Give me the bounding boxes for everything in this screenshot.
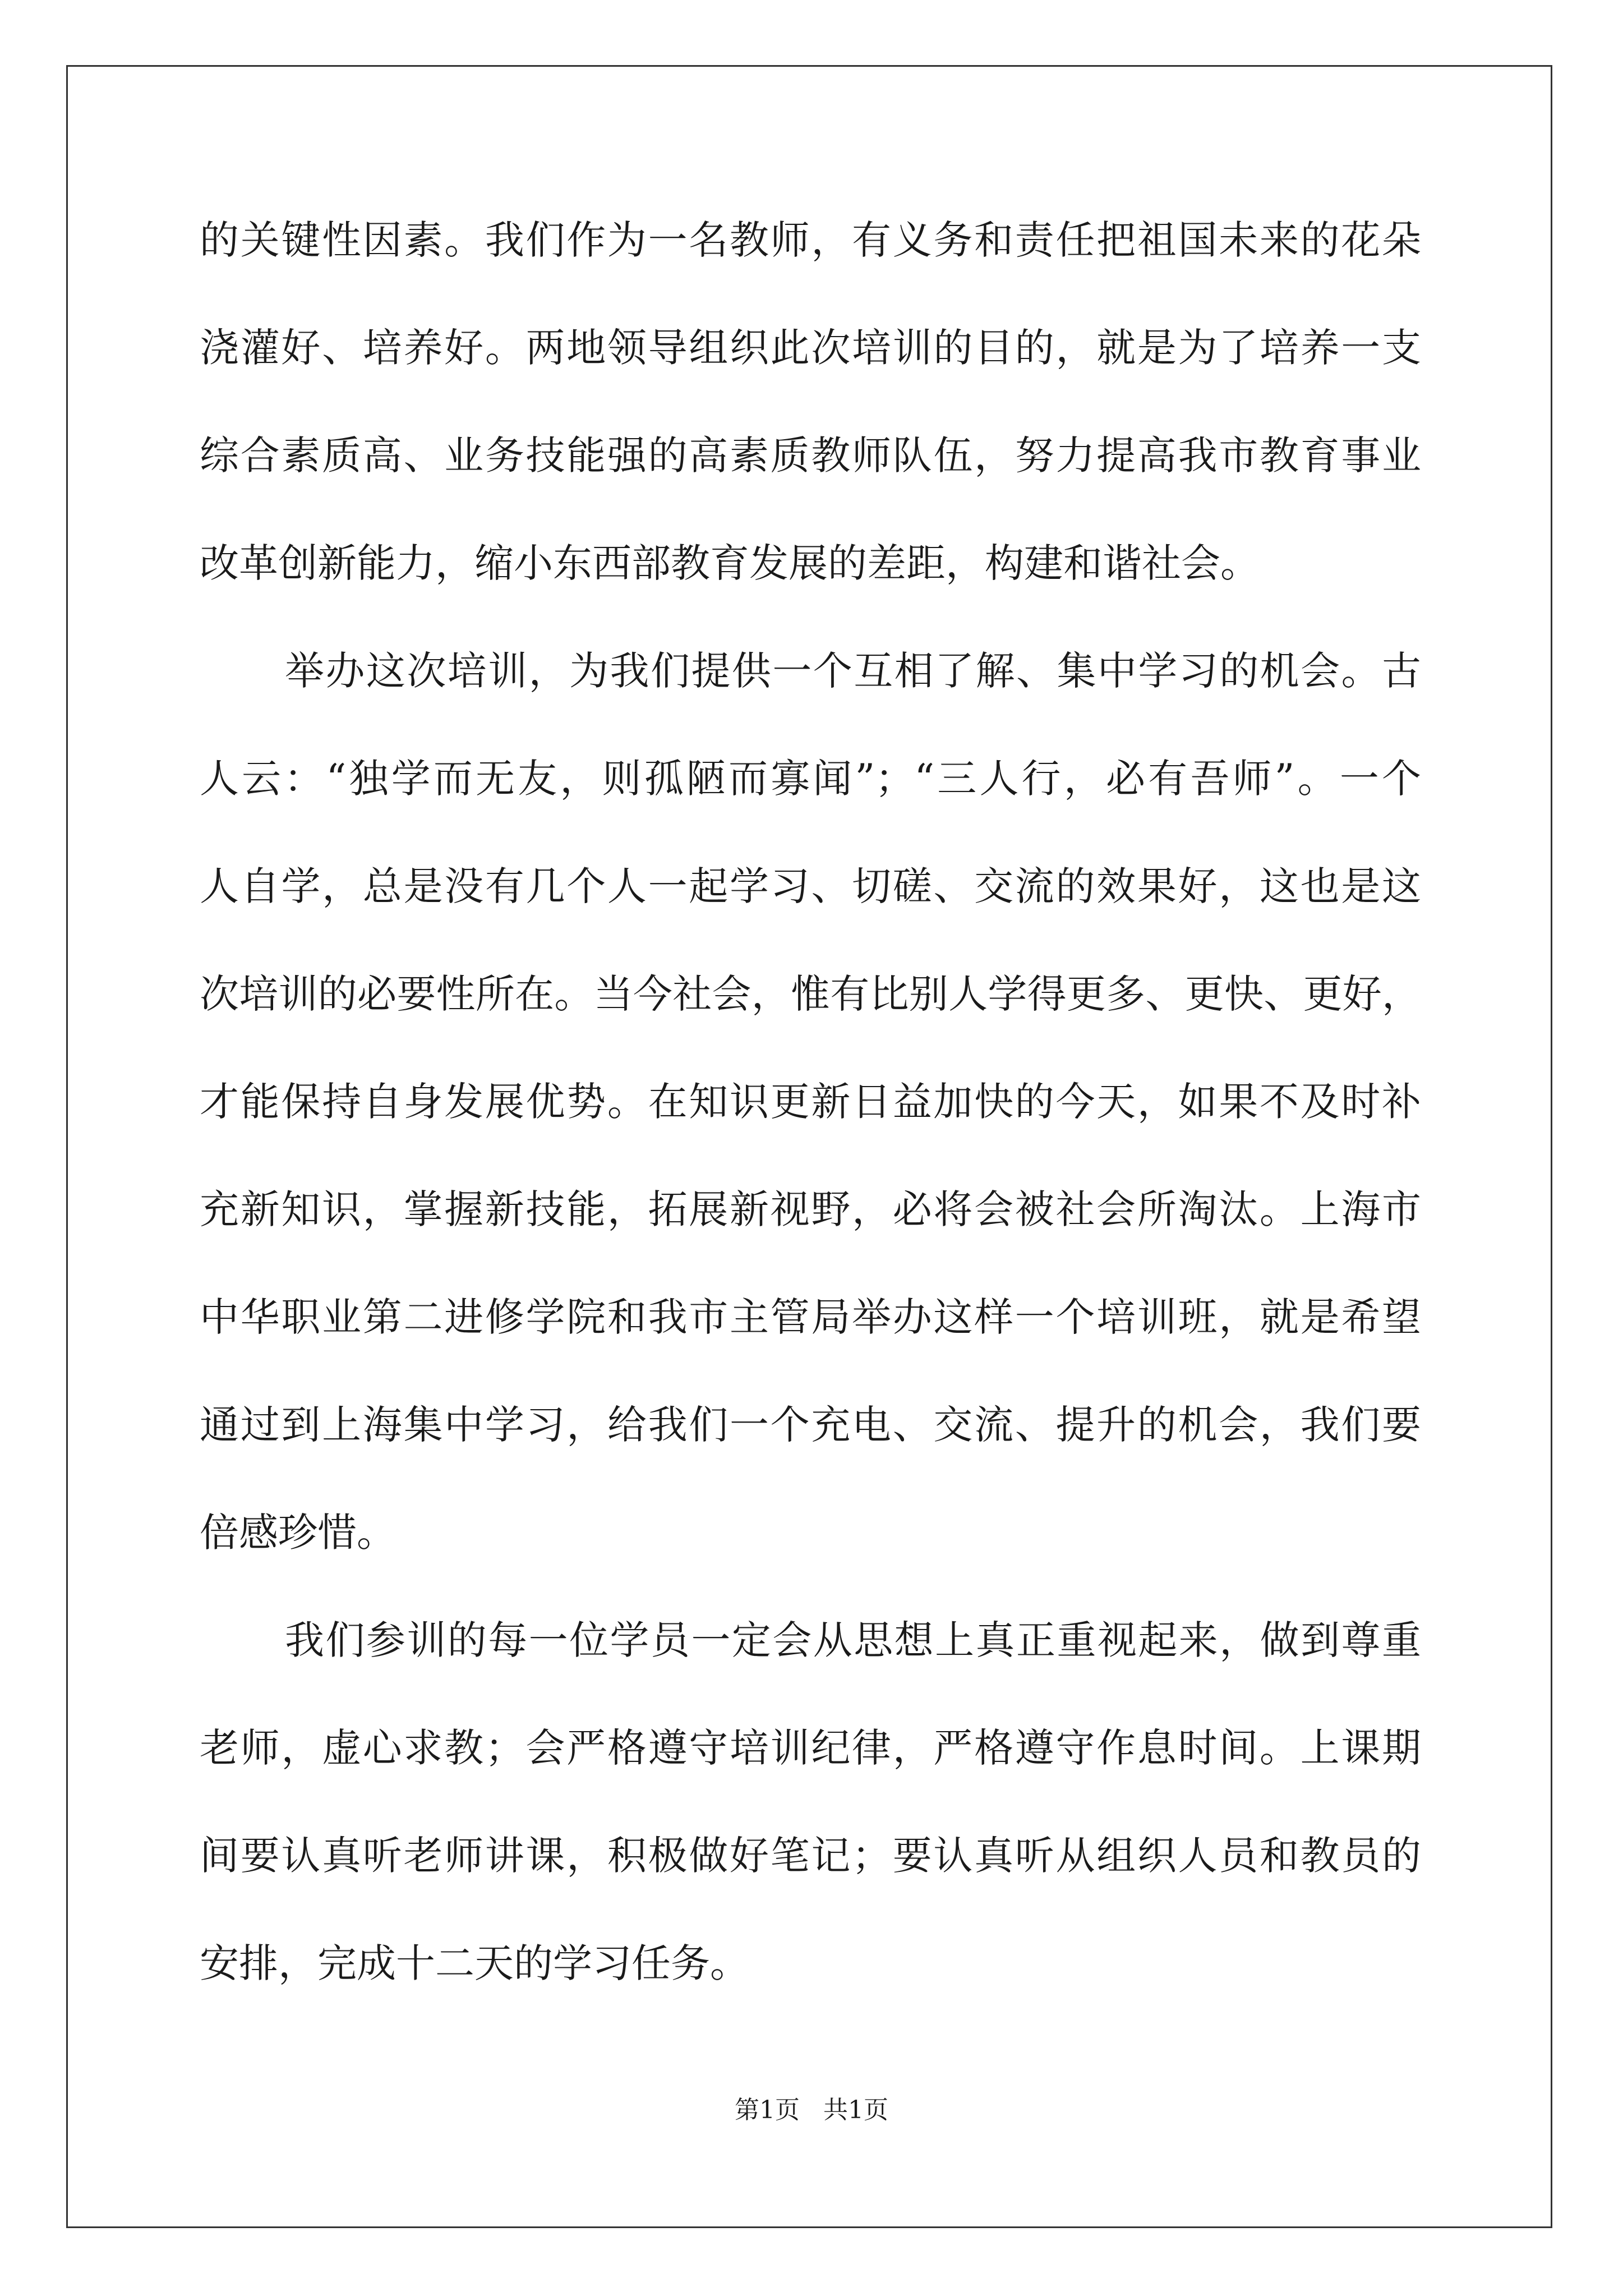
text-line: 综合素质高、业务技能强的高素质教师队伍，努力提高我市教育事业 <box>200 432 1421 478</box>
text-line: 才能保持自身发展优势。在知识更新日益加快的今天，如果不及时补 <box>200 1079 1421 1125</box>
page-footer <box>0 2093 1623 2127</box>
text-line: 浇灌好、培养好。两地领导组织此次培训的目的，就是为了培养一支 <box>200 325 1421 371</box>
text-line: 中华职业第二进修学院和我市主管局举办这样一个培训班，就是希望 <box>200 1294 1421 1340</box>
text-line: 安排，完成十二天的学习任务。 <box>200 1940 749 1986</box>
page-total: 共1页 <box>823 2096 888 2124</box>
document-body <box>200 213 1421 2044</box>
text-line: 间要认真听老师讲课，积极做好笔记；要认真听从组织人员和教员的 <box>200 1833 1421 1879</box>
text-line: 人自学，总是没有几个人一起学习、切磋、交流的效果好，这也是这 <box>200 863 1421 909</box>
text-line: 次培训的必要性所在。当今社会，惟有比别人学得更多、更快、更好， <box>200 971 1421 1017</box>
paragraph <box>200 213 1421 644</box>
paragraph <box>200 644 1421 1613</box>
page-number: 第1页 <box>735 2096 800 2124</box>
text-line: 改革创新能力，缩小东西部教育发展的差距，构建和谐社会。 <box>200 540 1260 586</box>
text-line: 老师，虚心求教；会严格遵守培训纪律，严格遵守作息时间。上课期 <box>200 1725 1421 1771</box>
text-line: 我们参训的每一位学员一定会从思想上真正重视起来，做到尊重 <box>285 1617 1421 1663</box>
text-line: 通过到上海集中学习，给我们一个充电、交流、提升的机会，我们要 <box>200 1402 1421 1448</box>
text-line: 举办这次培训，为我们提供一个互相了解、集中学习的机会。古 <box>285 648 1421 694</box>
text-line: 的关键性因素。我们作为一名教师，有义务和责任把祖国未来的花朵 <box>200 217 1421 263</box>
text-line: 倍感珍惜。 <box>200 1510 396 1556</box>
text-line: 充新知识，掌握新技能，拓展新视野，必将会被社会所淘汰。上海市 <box>200 1186 1421 1232</box>
text-line: 人云：“独学而无友，则孤陋而寡闻”；“三人行，必有吾师”。一个 <box>200 756 1421 802</box>
paragraph <box>200 1613 1421 2044</box>
